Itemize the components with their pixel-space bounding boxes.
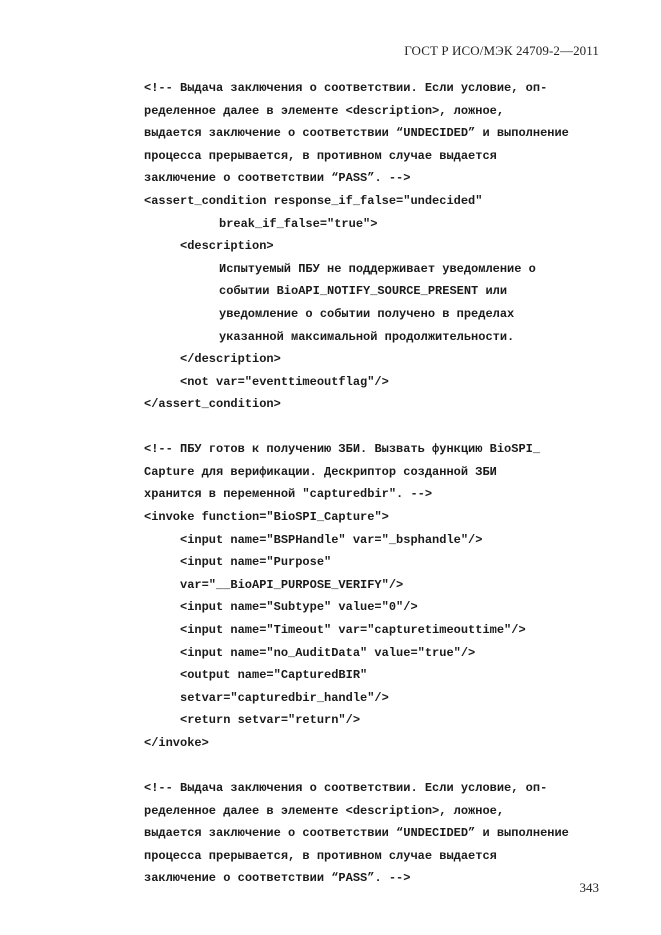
invoke-child-line: <output name="CapturedBIR" — [180, 668, 368, 683]
description-text-line: уведомление о событии получено в пределах — [219, 306, 515, 321]
invoke-child-line: <input name="Subtype" value="0"/> — [180, 600, 418, 615]
assert-condition-attr: break_if_false="true"> — [219, 216, 378, 231]
comment-line: выдается заключение о соответствии “UNDECIDED” и выполнение — [144, 826, 569, 841]
invoke-child-line: setvar="capturedbir_handle"/> — [180, 690, 389, 705]
description-open: <description> — [180, 239, 274, 254]
comment-line: заключение о соответствии “PASS”. --> — [144, 871, 411, 886]
comment-line: <!-- Выдача заключения о соответствии. Если условие, оп- — [144, 81, 548, 95]
invoke-child-line: var="__BioAPI_PURPOSE_VERIFY"/> — [180, 577, 404, 592]
page-number: 343 — [579, 880, 599, 895]
description-text-line: Испытуемый ПБУ не поддерживает уведомление о — [219, 261, 536, 276]
standard-header: ГОСТ Р ИСО/МЭК 24709-2—2011 — [404, 43, 599, 58]
comment-line: <!-- ПБУ готов к получению ЗБИ. Вызвать функцию BioSPI_ — [144, 442, 541, 457]
invoke-child-line: <input name="no_AuditData" value="true"/> — [180, 645, 476, 660]
invoke-child-line: <return setvar="return"/> — [180, 713, 361, 728]
block-spacer — [144, 416, 604, 438]
comment-line: выдается заключение о соответствии “UNDECIDED” и выполнение — [144, 126, 569, 141]
comment-line: <!-- Выдача заключения о соответствии. Если условие, оп- — [144, 781, 548, 795]
assert-condition-close: </assert_condition> — [144, 397, 281, 412]
comment-line: процесса прерывается, в противном случае выдается — [144, 148, 497, 163]
assert-condition-open: <assert_condition response_if_false="undecided" — [144, 193, 483, 208]
description-close: </description> — [180, 352, 281, 367]
invoke-open: <invoke function="BioSPI_Capture"> — [144, 510, 389, 525]
code-listing — [144, 77, 604, 890]
description-text-line: событии BioAPI_NOTIFY_SOURCE_PRESENT или — [219, 284, 508, 299]
invoke-child-line: <input name="Timeout" var="capturetimeouttime"/> — [180, 623, 526, 638]
invoke-child-line: <input name="Purpose" — [180, 555, 332, 570]
comment-line: Capture для верификации. Дескриптор созданной ЗБИ — [144, 464, 497, 479]
comment-line: хранится в переменной "capturedbir". --> — [144, 487, 433, 502]
block-spacer — [144, 755, 604, 777]
description-text-line: указанной максимальной продолжительности. — [219, 329, 515, 344]
invoke-close: </invoke> — [144, 736, 209, 751]
not-tag: <not var="eventtimeoutflag"/> — [180, 374, 389, 389]
comment-line: заключение о соответствии “PASS”. --> — [144, 171, 411, 186]
comment-line: ределенное далее в элементе <description>, ложное, — [144, 103, 505, 118]
comment-line: ределенное далее в элементе <description>, ложное, — [144, 803, 505, 818]
invoke-child-line: <input name="BSPHandle" var="_bsphandle"/> — [180, 532, 483, 547]
comment-line: процесса прерывается, в противном случае выдается — [144, 848, 497, 863]
